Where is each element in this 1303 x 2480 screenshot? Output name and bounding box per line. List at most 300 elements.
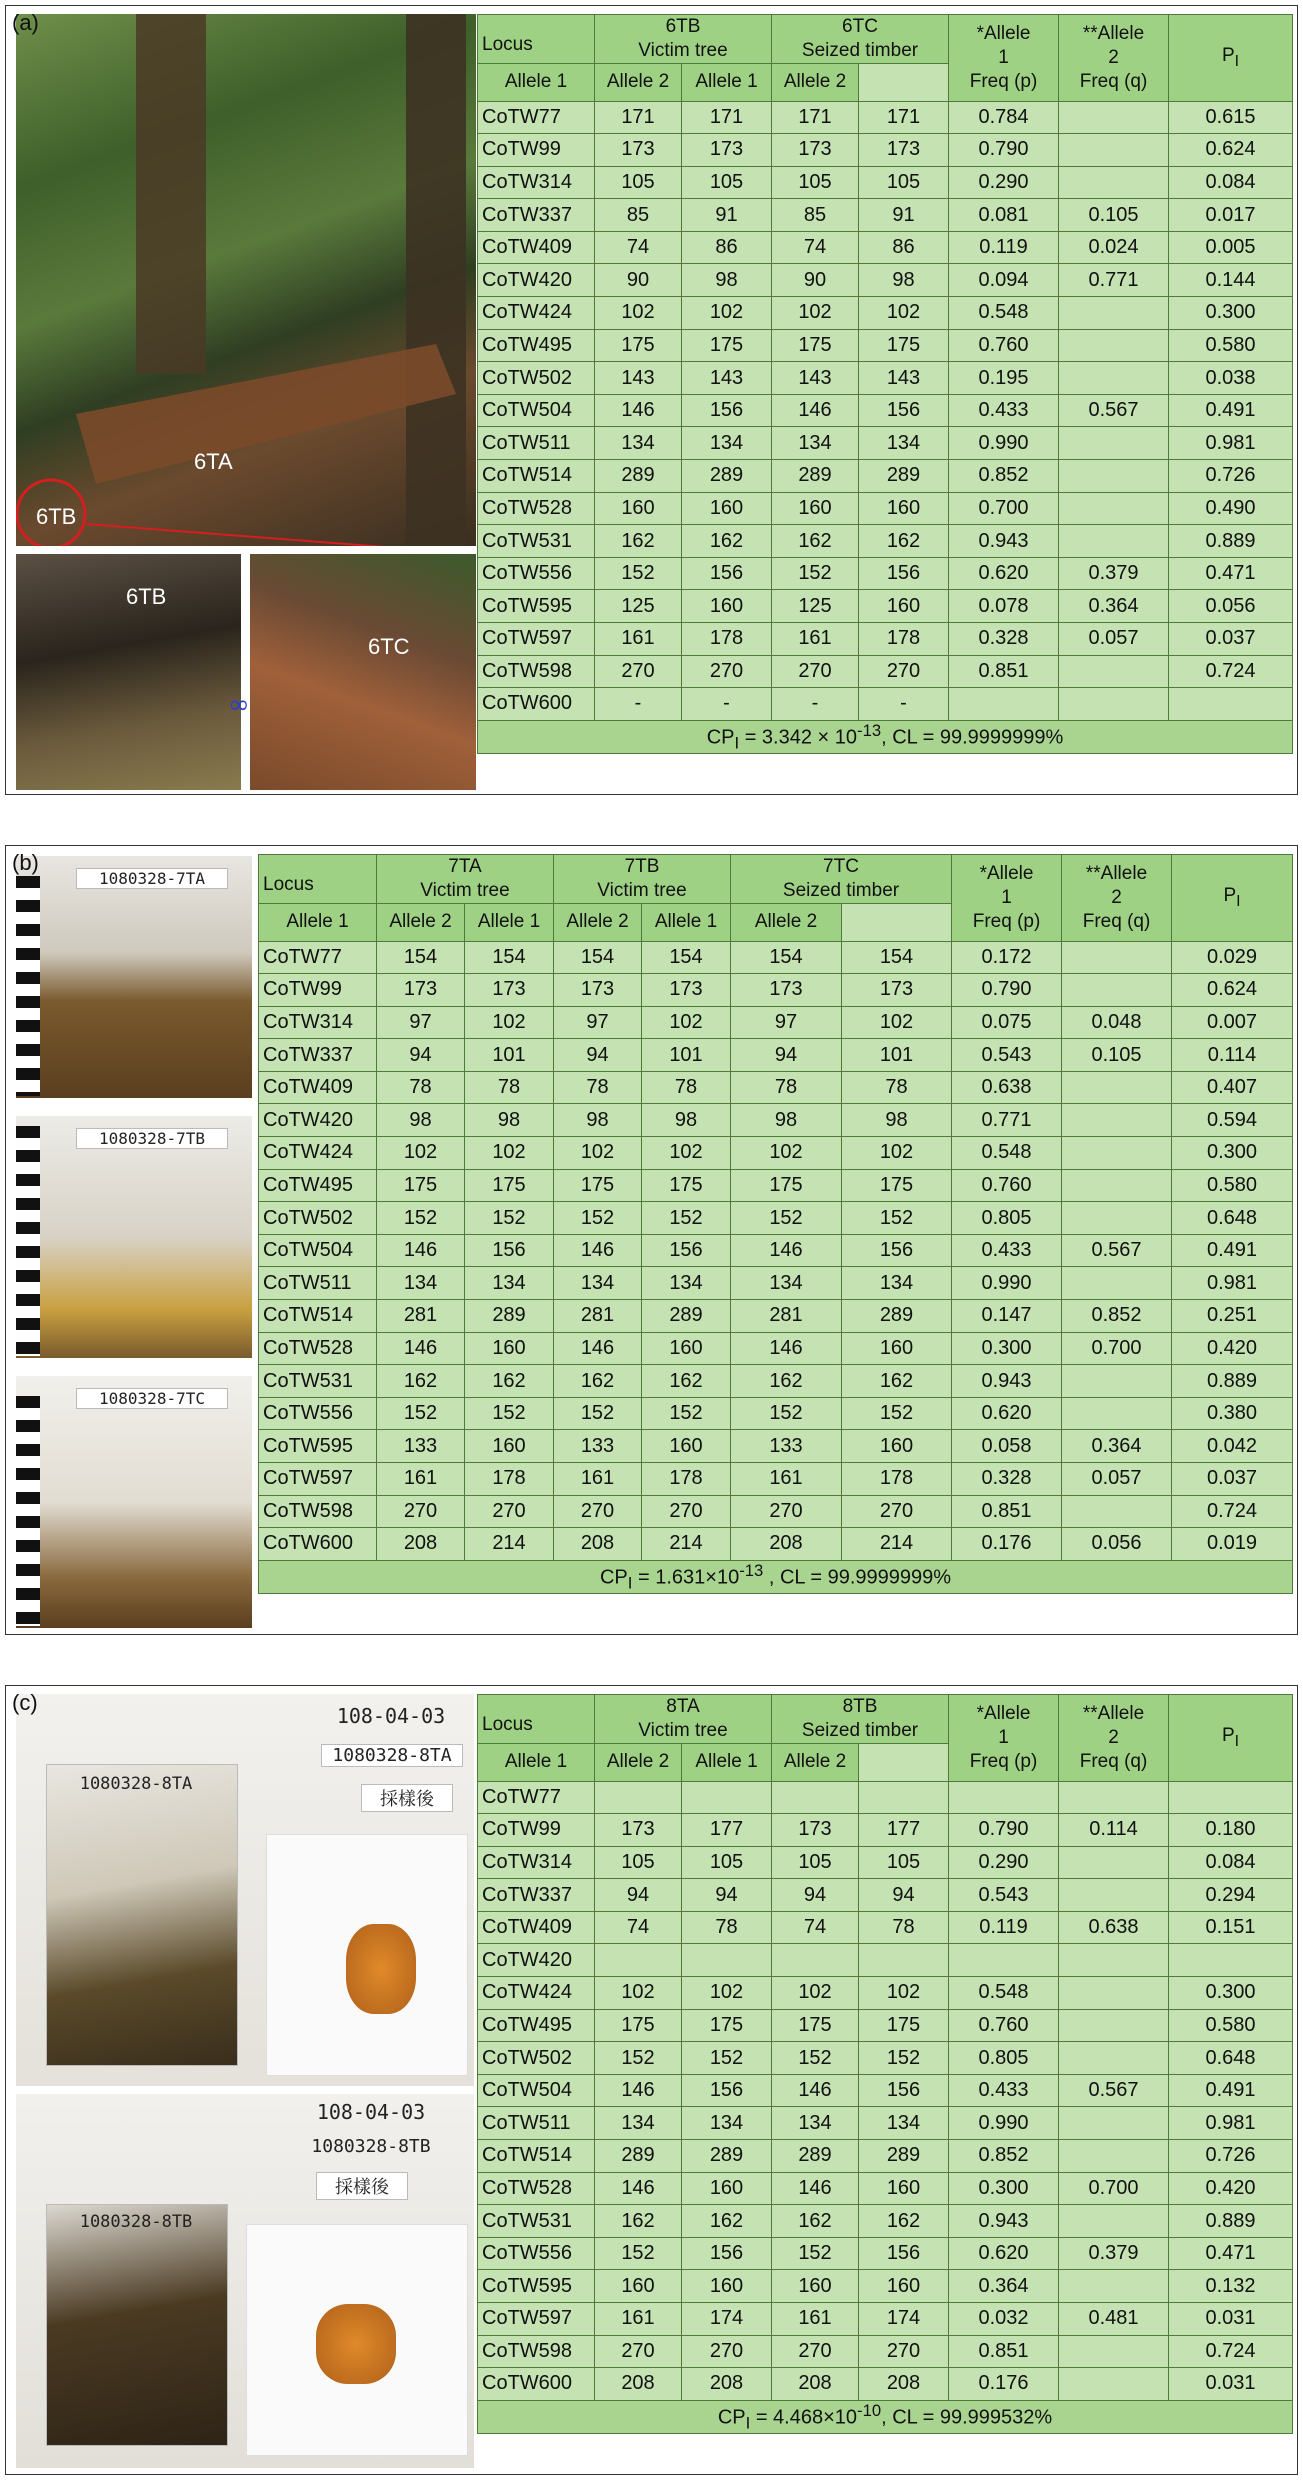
locus-cell: CoTW556 <box>478 557 595 590</box>
value-cell: 0.420 <box>1172 1332 1293 1365</box>
value-cell: 146 <box>554 1234 642 1267</box>
table-row <box>478 2368 1293 2401</box>
value-cell <box>1059 1879 1169 1912</box>
value-cell: 270 <box>465 1495 554 1528</box>
value-cell <box>1169 1781 1293 1814</box>
table-row <box>478 2270 1293 2303</box>
value-cell: 0.114 <box>1059 1814 1169 1847</box>
header-pi: $P_I$ <box>1172 855 1293 942</box>
value-cell: 162 <box>731 1365 842 1398</box>
value-cell: 0.784 <box>949 101 1059 134</box>
value-cell: 156 <box>465 1234 554 1267</box>
value-cell: 0.144 <box>1169 264 1293 297</box>
value-cell: 171 <box>772 101 859 134</box>
value-cell: 154 <box>377 941 465 974</box>
value-cell: 175 <box>554 1169 642 1202</box>
value-cell: 152 <box>377 1202 465 1235</box>
value-cell: 0.328 <box>952 1463 1062 1496</box>
header-freq-q: **Allele 2 Freq (q) <box>1062 855 1172 942</box>
locus-cell: CoTW504 <box>478 394 595 427</box>
locus-cell: CoTW511 <box>259 1267 377 1300</box>
value-cell: 175 <box>772 329 859 362</box>
value-cell: 208 <box>682 2368 772 2401</box>
value-cell: 0.805 <box>949 2042 1059 2075</box>
value-cell: 154 <box>554 941 642 974</box>
value-cell: 208 <box>731 1528 842 1561</box>
value-cell: 162 <box>595 2205 682 2238</box>
value-cell <box>1059 2107 1169 2140</box>
value-cell: 94 <box>859 1879 949 1912</box>
value-cell <box>1059 362 1169 395</box>
value-cell: 0.058 <box>952 1430 1062 1463</box>
header-freq-q: **Allele 2 Freq (q) <box>1059 15 1169 102</box>
panel-label: (a) <box>12 10 39 35</box>
value-cell: 0.364 <box>1059 590 1169 623</box>
value-cell: 85 <box>772 199 859 232</box>
value-cell: 78 <box>842 1071 952 1104</box>
value-cell: 208 <box>595 2368 682 2401</box>
value-cell: 175 <box>859 2009 949 2042</box>
value-cell: 0.491 <box>1169 2074 1293 2107</box>
value-cell: 74 <box>595 231 682 264</box>
value-cell: 162 <box>554 1365 642 1398</box>
value-cell: 162 <box>772 525 859 558</box>
value-cell: 0.024 <box>1059 231 1169 264</box>
value-cell: 105 <box>859 166 949 199</box>
genotype-table-c <box>477 1694 1293 2434</box>
value-cell: 134 <box>682 427 772 460</box>
value-cell: 160 <box>682 492 772 525</box>
value-cell: 0.548 <box>949 1977 1059 2010</box>
value-cell: 161 <box>731 1463 842 1496</box>
locus-cell: CoTW595 <box>478 2270 595 2303</box>
value-cell: 0.290 <box>949 166 1059 199</box>
value-cell: 98 <box>377 1104 465 1137</box>
table-row <box>259 1104 1293 1137</box>
value-cell: 105 <box>772 1846 859 1879</box>
value-cell: 0.567 <box>1062 1234 1172 1267</box>
value-cell: 146 <box>377 1332 465 1365</box>
value-cell: 0.805 <box>952 1202 1062 1235</box>
value-cell: 102 <box>465 1137 554 1170</box>
value-cell: 160 <box>859 492 949 525</box>
value-cell: 97 <box>554 1006 642 1039</box>
table-row <box>478 2172 1293 2205</box>
value-cell: - <box>682 688 772 721</box>
locus-cell: CoTW595 <box>259 1430 377 1463</box>
locus-cell: CoTW409 <box>259 1071 377 1104</box>
value-cell: 162 <box>377 1365 465 1398</box>
value-cell: 0.433 <box>949 2074 1059 2107</box>
sample-photo-8ta <box>16 1694 474 2086</box>
table-row <box>259 1300 1293 1333</box>
value-cell <box>1062 974 1172 1007</box>
value-cell: 0.981 <box>1172 1267 1293 1300</box>
value-cell: 156 <box>682 557 772 590</box>
value-cell: 270 <box>682 655 772 688</box>
value-cell: 0.648 <box>1169 2042 1293 2075</box>
table-row <box>478 329 1293 362</box>
value-cell: 0.851 <box>952 1495 1062 1528</box>
value-cell: 134 <box>859 427 949 460</box>
value-cell: 146 <box>772 2074 859 2107</box>
value-cell: 177 <box>859 1814 949 1847</box>
panel-label: (b) <box>12 850 39 875</box>
value-cell: 0.300 <box>1172 1137 1293 1170</box>
table-row <box>478 460 1293 493</box>
table-row <box>478 427 1293 460</box>
value-cell: 143 <box>859 362 949 395</box>
value-cell: 281 <box>554 1300 642 1333</box>
value-cell: 0.620 <box>949 557 1059 590</box>
value-cell: 156 <box>859 2237 949 2270</box>
value-cell: 0.180 <box>1169 1814 1293 1847</box>
value-cell: 0.048 <box>1062 1006 1172 1039</box>
locus-cell: CoTW531 <box>259 1365 377 1398</box>
value-cell: 91 <box>859 199 949 232</box>
value-cell: 133 <box>377 1430 465 1463</box>
locus-cell: CoTW528 <box>259 1332 377 1365</box>
value-cell: 175 <box>595 2009 682 2042</box>
value-cell: 152 <box>772 2237 859 2270</box>
value-cell <box>1059 2368 1169 2401</box>
group-subtitle: Victim tree <box>638 1719 728 1741</box>
locus-cell: CoTW420 <box>259 1104 377 1137</box>
value-cell: 134 <box>772 427 859 460</box>
value-cell: 160 <box>842 1430 952 1463</box>
value-cell <box>1169 688 1293 721</box>
locus-cell: CoTW531 <box>478 525 595 558</box>
value-cell: 214 <box>842 1528 952 1561</box>
value-cell: 171 <box>682 101 772 134</box>
value-cell: 98 <box>465 1104 554 1137</box>
value-cell: 178 <box>465 1463 554 1496</box>
value-cell: 90 <box>772 264 859 297</box>
photo-caption-6tb-inset: 6TB <box>126 584 167 609</box>
value-cell: 0.726 <box>1169 460 1293 493</box>
value-cell: 134 <box>772 2107 859 2140</box>
value-cell: 0.981 <box>1169 427 1293 460</box>
value-cell: 0.790 <box>952 974 1062 1007</box>
locus-cell: CoTW504 <box>259 1234 377 1267</box>
value-cell: 146 <box>595 394 682 427</box>
value-cell: 152 <box>772 2042 859 2075</box>
value-cell: 152 <box>554 1202 642 1235</box>
value-cell: 102 <box>642 1137 731 1170</box>
value-cell: 0.760 <box>949 329 1059 362</box>
value-cell: 178 <box>859 623 949 656</box>
combined-probability-footer: $CP_I = 3.342 \times 10^{-13}$, CL = 99.9999999% <box>478 720 1293 754</box>
value-cell: 78 <box>731 1071 842 1104</box>
value-cell: 162 <box>682 525 772 558</box>
value-cell: 0.105 <box>1059 199 1169 232</box>
value-cell: 156 <box>859 394 949 427</box>
header-allele2: Allele 2 <box>377 903 465 941</box>
value-cell: 0.943 <box>952 1365 1062 1398</box>
value-cell <box>1059 2042 1169 2075</box>
value-cell: 173 <box>377 974 465 1007</box>
value-cell: 214 <box>465 1528 554 1561</box>
locus-cell: CoTW597 <box>478 2303 595 2336</box>
link-icon: ∞ <box>228 690 250 720</box>
sample-photo-8tb <box>16 2094 474 2468</box>
value-cell <box>1059 688 1169 721</box>
value-cell: 208 <box>772 2368 859 2401</box>
value-cell: 98 <box>554 1104 642 1137</box>
sample-photo-7tb <box>16 1116 252 1358</box>
value-cell: 289 <box>842 1300 952 1333</box>
header-allele2: Allele 2 <box>772 63 859 101</box>
value-cell: 101 <box>842 1039 952 1072</box>
value-cell: 289 <box>595 2140 682 2173</box>
value-cell: 152 <box>377 1397 465 1430</box>
value-cell: 0.176 <box>952 1528 1062 1561</box>
value-cell: 0.433 <box>952 1234 1062 1267</box>
value-cell: 152 <box>465 1202 554 1235</box>
value-cell: 0.172 <box>952 941 1062 974</box>
value-cell: 154 <box>465 941 554 974</box>
value-cell: 173 <box>642 974 731 1007</box>
value-cell: 0.057 <box>1059 623 1169 656</box>
table-row <box>478 101 1293 134</box>
value-cell: 0.790 <box>949 134 1059 167</box>
value-cell: 0.251 <box>1172 1300 1293 1333</box>
value-cell: 161 <box>595 2303 682 2336</box>
header-allele2: Allele 2 <box>772 1743 859 1781</box>
genotype-table-a <box>477 14 1293 754</box>
value-cell: 0.084 <box>1169 1846 1293 1879</box>
value-cell: 162 <box>859 2205 949 2238</box>
value-cell: 289 <box>859 2140 949 2173</box>
table-row <box>478 297 1293 330</box>
locus-cell: CoTW514 <box>478 460 595 493</box>
combined-probability-footer: $CP_I = 1.631\times 10^{-13}$ , CL = 99.9999999% <box>259 1560 1293 1594</box>
value-cell <box>1059 2009 1169 2042</box>
locus-cell: CoTW424 <box>478 1977 595 2010</box>
value-cell: 175 <box>377 1169 465 1202</box>
header-allele1: Allele 1 <box>259 903 377 941</box>
value-cell: 98 <box>731 1104 842 1137</box>
sample-photo-7ta <box>16 856 252 1098</box>
locus-cell: CoTW409 <box>478 1911 595 1944</box>
table-row <box>259 1137 1293 1170</box>
table-row <box>478 623 1293 656</box>
value-cell: 0.151 <box>1169 1911 1293 1944</box>
value-cell <box>1062 1137 1172 1170</box>
locus-cell: CoTW514 <box>259 1300 377 1333</box>
value-cell: 0.700 <box>949 492 1059 525</box>
value-cell <box>682 1944 772 1977</box>
value-cell <box>1059 525 1169 558</box>
value-cell: 102 <box>772 1977 859 2010</box>
value-cell: 0.567 <box>1059 394 1169 427</box>
photo-caption-6tb: 6TB <box>36 504 77 529</box>
table-row <box>478 166 1293 199</box>
value-cell: 152 <box>772 557 859 590</box>
value-cell: 175 <box>682 2009 772 2042</box>
value-cell: 173 <box>595 134 682 167</box>
value-cell: 102 <box>859 1977 949 2010</box>
table-row <box>478 199 1293 232</box>
value-cell: 156 <box>642 1234 731 1267</box>
panel-label: (c) <box>12 1690 38 1715</box>
value-cell: 160 <box>859 590 949 623</box>
value-cell: 0.364 <box>1062 1430 1172 1463</box>
value-cell <box>595 1944 682 1977</box>
value-cell <box>1059 101 1169 134</box>
photo-caption-6ta: 6TA <box>194 449 233 474</box>
value-cell: 152 <box>595 2237 682 2270</box>
sample-label: 1080328-8TA <box>79 1774 193 1794</box>
table-row <box>478 1977 1293 2010</box>
value-cell: 178 <box>642 1463 731 1496</box>
value-cell: 74 <box>772 1911 859 1944</box>
value-cell: 160 <box>595 2270 682 2303</box>
table-row <box>259 1365 1293 1398</box>
sample-label: 1080328-7TA <box>76 868 228 889</box>
value-cell: 281 <box>377 1300 465 1333</box>
value-cell: 160 <box>682 590 772 623</box>
header-pi: $P_I$ <box>1169 1695 1293 1782</box>
value-cell: 0.132 <box>1169 2270 1293 2303</box>
header-locus: Locus <box>478 1695 595 1744</box>
locus-cell: CoTW314 <box>259 1006 377 1039</box>
table-row <box>478 1879 1293 1912</box>
value-cell: 94 <box>731 1039 842 1072</box>
sample-photo-7tc <box>16 1376 252 1628</box>
header-locus: Locus <box>259 855 377 904</box>
value-cell: 0.031 <box>1169 2303 1293 2336</box>
value-cell: 133 <box>554 1430 642 1463</box>
table-row <box>478 134 1293 167</box>
table-row <box>478 2140 1293 2173</box>
table-row <box>478 2303 1293 2336</box>
value-cell: 0.019 <box>1172 1528 1293 1561</box>
table-row <box>259 1234 1293 1267</box>
value-cell <box>595 1781 682 1814</box>
value-cell: 94 <box>682 1879 772 1912</box>
value-cell <box>1059 1977 1169 2010</box>
value-cell: 0.726 <box>1169 2140 1293 2173</box>
table-row <box>259 1332 1293 1365</box>
header-group-6tc: 6TC Seized timber <box>772 15 949 64</box>
value-cell: 0.624 <box>1172 974 1293 1007</box>
table-row <box>478 2009 1293 2042</box>
value-cell: 78 <box>465 1071 554 1104</box>
value-cell: 78 <box>554 1071 642 1104</box>
header-allele1: Allele 1 <box>465 903 554 941</box>
value-cell: 154 <box>842 941 952 974</box>
value-cell <box>949 1944 1059 1977</box>
value-cell: 175 <box>772 2009 859 2042</box>
value-cell <box>1059 655 1169 688</box>
value-cell: 146 <box>772 394 859 427</box>
locus-cell: CoTW337 <box>478 199 595 232</box>
group-subtitle: Victim tree <box>638 39 728 61</box>
value-cell: 102 <box>465 1006 554 1039</box>
value-cell: 281 <box>731 1300 842 1333</box>
value-cell: 78 <box>859 1911 949 1944</box>
forest-photo <box>16 14 476 546</box>
value-cell: 0.038 <box>1169 362 1293 395</box>
value-cell: 270 <box>772 655 859 688</box>
table-row <box>478 1781 1293 1814</box>
value-cell: 91 <box>682 199 772 232</box>
header-locus: Locus <box>478 15 595 64</box>
value-cell: 0.852 <box>949 2140 1059 2173</box>
value-cell: 143 <box>682 362 772 395</box>
value-cell: 134 <box>731 1267 842 1300</box>
value-cell: 134 <box>642 1267 731 1300</box>
header-allele1: Allele 1 <box>682 1743 772 1781</box>
value-cell: 94 <box>554 1039 642 1072</box>
locus-cell: CoTW598 <box>259 1495 377 1528</box>
locus-cell: CoTW556 <box>259 1397 377 1430</box>
value-cell: 177 <box>682 1814 772 1847</box>
value-cell <box>1062 1495 1172 1528</box>
value-cell: 102 <box>595 297 682 330</box>
table-row <box>478 525 1293 558</box>
value-cell: 208 <box>554 1528 642 1561</box>
header-allele2: Allele 2 <box>554 903 642 941</box>
after-sampling-label: 採樣後 <box>316 2172 408 2200</box>
value-cell: 0.147 <box>952 1300 1062 1333</box>
value-cell: 105 <box>772 166 859 199</box>
table-row <box>478 394 1293 427</box>
locus-cell: CoTW502 <box>478 362 595 395</box>
value-cell: 152 <box>554 1397 642 1430</box>
value-cell: 0.615 <box>1169 101 1293 134</box>
value-cell <box>1059 166 1169 199</box>
value-cell: 0.638 <box>1059 1911 1169 1944</box>
value-cell: 86 <box>859 231 949 264</box>
value-cell: 175 <box>595 329 682 362</box>
locus-cell: CoTW531 <box>478 2205 595 2238</box>
value-cell: 105 <box>595 166 682 199</box>
locus-cell: CoTW528 <box>478 2172 595 2205</box>
value-cell: 74 <box>595 1911 682 1944</box>
value-cell <box>1062 1202 1172 1235</box>
header-allele2: Allele 2 <box>595 63 682 101</box>
value-cell: 0.105 <box>1062 1039 1172 1072</box>
value-cell: 0.017 <box>1169 199 1293 232</box>
value-cell <box>949 1781 1059 1814</box>
value-cell: 171 <box>859 101 949 134</box>
table-row <box>478 1911 1293 1944</box>
combined-probability-footer: $CP_I = 4.468\times 10^{-10}$, CL = 99.999532% <box>478 2400 1293 2434</box>
value-cell: 162 <box>682 2205 772 2238</box>
value-cell: - <box>859 688 949 721</box>
sample-label: 1080328-7TB <box>76 1128 228 1149</box>
value-cell <box>949 688 1059 721</box>
table-row <box>259 1528 1293 1561</box>
value-cell: 160 <box>642 1332 731 1365</box>
value-cell: 162 <box>772 2205 859 2238</box>
header-group-7ta: 7TA Victim tree <box>377 855 554 904</box>
locus-cell: CoTW420 <box>478 264 595 297</box>
value-cell: 289 <box>682 460 772 493</box>
value-cell: 143 <box>772 362 859 395</box>
table-row <box>478 1846 1293 1879</box>
value-cell: 270 <box>842 1495 952 1528</box>
value-cell: 154 <box>642 941 731 974</box>
value-cell: 152 <box>842 1397 952 1430</box>
value-cell: 85 <box>595 199 682 232</box>
value-cell: 289 <box>772 2140 859 2173</box>
table-row <box>478 655 1293 688</box>
value-cell: 270 <box>377 1495 465 1528</box>
value-cell: 133 <box>731 1430 842 1463</box>
